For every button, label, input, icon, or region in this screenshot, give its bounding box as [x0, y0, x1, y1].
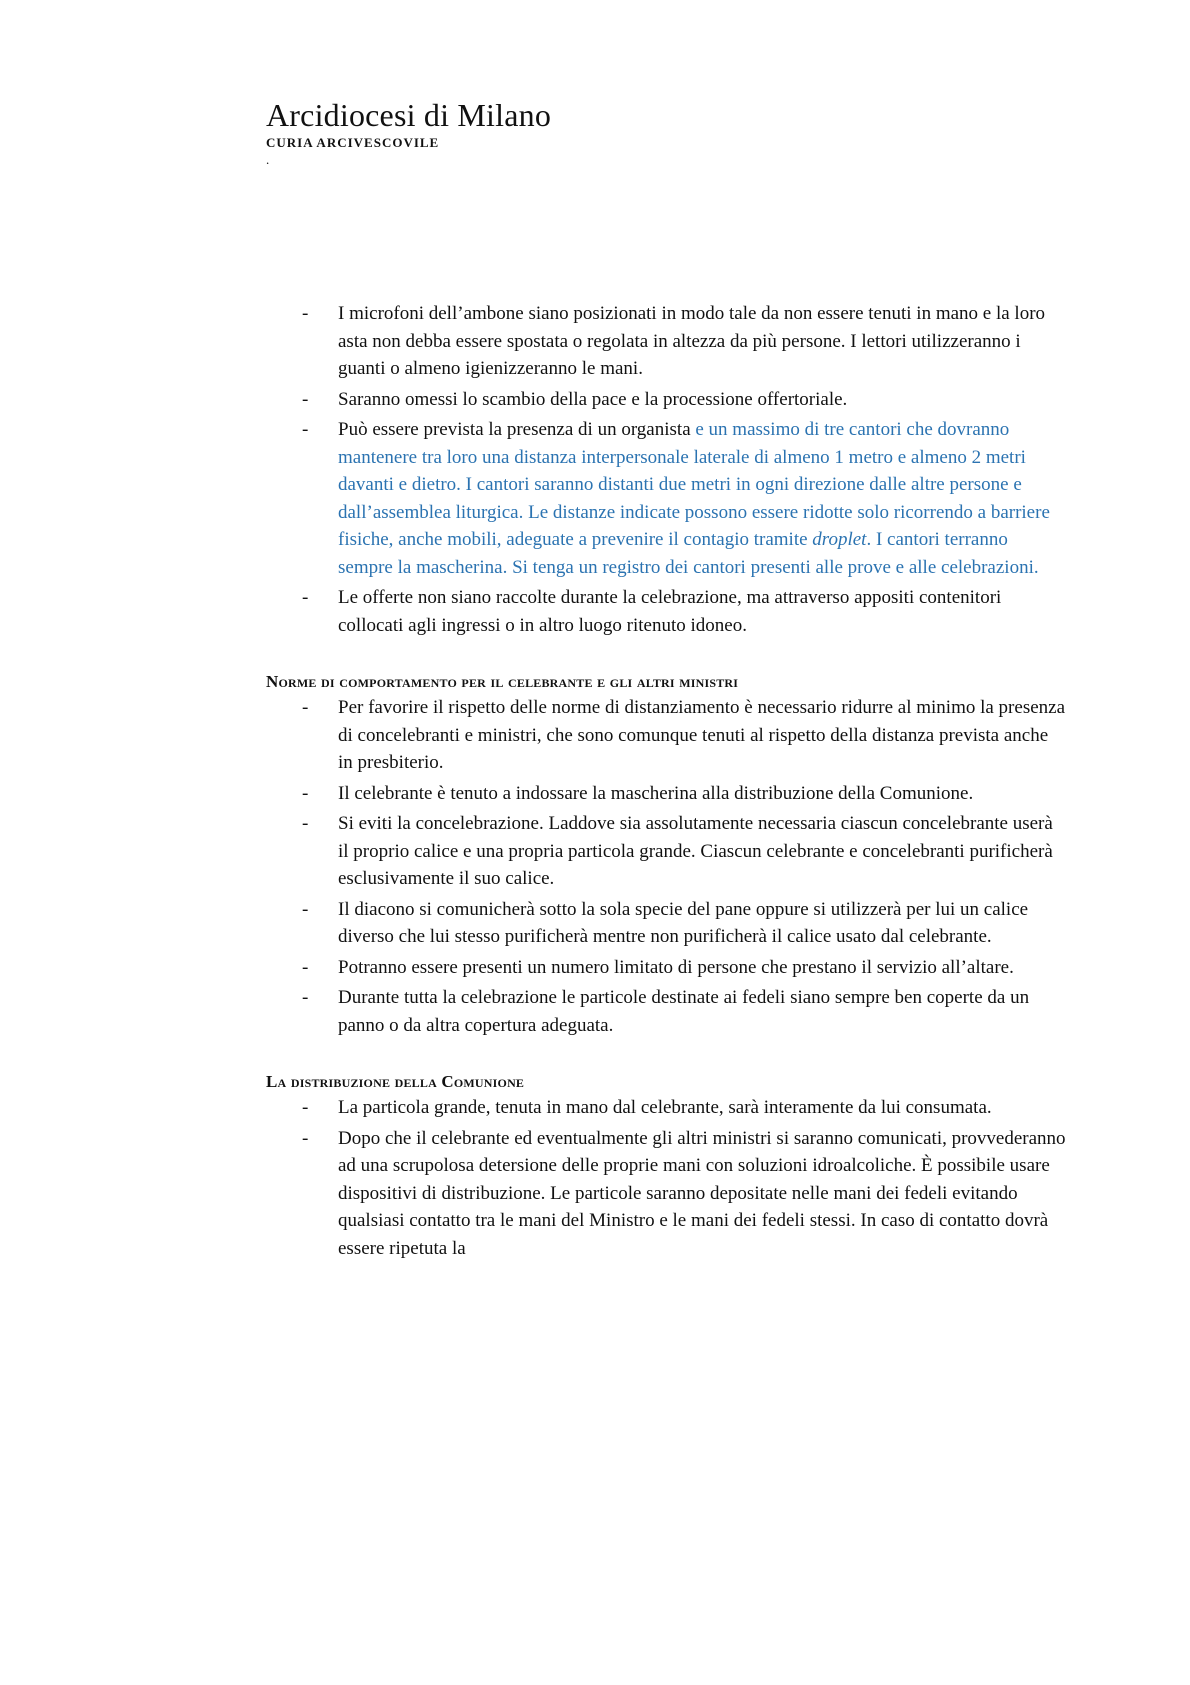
list-item: [266, 780, 1066, 808]
list-item-text: Durante tutta la celebrazione le particole destinate ai fedeli siano sempre ben coperte da un panno o da altra copertura adeguata.: [338, 987, 1030, 1036]
list-item: [266, 584, 1066, 639]
section3-list: [266, 1094, 1066, 1262]
list-item-text: Dopo che il celebrante ed eventualmente gli altri ministri si saranno comunicati, provvederanno ad una scrupolosa detersione delle proprie mani con soluzioni idroalcoliche. È possibile usare dispositivi di distribuzione. Le particole saranno depositate nelle mani dei fedeli evitando qualsiasi contatto tra le mani del Ministro e le mani dei fedeli stessi. In caso di contatto dovrà essere ripetuta la: [338, 1127, 1066, 1259]
spacer: [266, 1042, 1066, 1070]
dash-bullet: -: [302, 813, 309, 834]
highlighted-text: e un massimo di tre cantori che dovranno mantenere tra loro una distanza interpersonale laterale di almeno 1 metro e almeno 2 metri davanti e dietro. I cantori saranno distanti due metri in ogni direzione dalle altre persone e dall’assemblea liturgica. Le distanze indicate possono essere ridotte solo ricorrendo a barriere fisiche, anche mobili, adeguate a prevenire il contagio tramite: [338, 419, 1050, 550]
list-item-text: Può essere prevista la presenza di un organista: [338, 419, 696, 440]
list-item-text: Le offerte non siano raccolte durante la celebrazione, ma attraverso appositi contenitori collocati agli ingressi o in altro luogo ritenuto idoneo.: [338, 587, 1002, 636]
section-heading-ministri: Norme di comportamento per il celebrante e gli altri ministri: [266, 672, 739, 691]
list-item-text: I microfoni dell’ambone siano posizionati in modo tale da non essere tenuti in mano e la loro asta non debba essere spostata o regolata in altezza da più persone. I lettori utilizzeranno i guanti o almeno igienizzeranno le mani.: [338, 303, 1046, 379]
dash-bullet: -: [302, 697, 309, 718]
list-item: [266, 1094, 1066, 1122]
list-item-text: Saranno omessi lo scambio della pace e la processione offertoriale.: [338, 388, 848, 410]
list-item: [266, 984, 1066, 1039]
document-body: [266, 300, 1066, 1265]
list-item: [266, 954, 1066, 982]
dash-bullet: -: [302, 587, 309, 608]
list-item: [266, 386, 1066, 414]
letterhead-title: Arcidiocesi di Milano: [266, 97, 552, 133]
list-item: [266, 896, 1066, 951]
letterhead: [266, 96, 551, 168]
section1-list: [266, 300, 1066, 639]
highlighted-italic-text: droplet: [812, 529, 867, 550]
list-item-text: La particola grande, tenuta in mano dal celebrante, sarà interamente da lui consumata.: [338, 1097, 992, 1118]
list-item: [266, 810, 1066, 893]
list-item-text: Per favorire il rispetto delle norme di distanziamento è necessario ridurre al minimo la presenza di concelebranti e ministri, che sono comunque tenuti al rispetto della distanza prevista anche in presbiterio.: [338, 697, 1066, 773]
spacer: [266, 642, 1066, 670]
list-item: [266, 1125, 1066, 1263]
letterhead-subtitle: CURIA ARCIVESCOVILE: [266, 135, 440, 150]
dash-bullet: -: [302, 1127, 309, 1149]
list-item: [266, 416, 1066, 581]
list-item: [266, 300, 1066, 383]
dash-bullet: -: [302, 303, 309, 324]
dash-bullet: -: [302, 388, 309, 410]
dash-bullet: -: [302, 782, 309, 804]
highlighted-text: . I cantori terranno sempre la mascherina. Si tenga un registro dei cantori presenti alle prove e alle celebrazioni.: [338, 529, 1039, 578]
list-item-text: Si eviti la concelebrazione. Laddove sia assolutamente necessaria ciascun concelebrante userà il proprio calice e una propria particola grande. Ciascun celebrante e concelebranti purificherà esclusivamente il suo calice.: [338, 813, 1053, 889]
list-item-text: Il diacono si comunicherà sotto la sola specie del pane oppure si utilizzerà per lui un calice diverso che lui stesso purificherà mentre non purificherà il calice usato dal celebrante.: [338, 898, 1029, 947]
letterhead-dot: .: [266, 152, 270, 167]
dash-bullet: -: [302, 898, 309, 920]
dash-bullet: -: [302, 419, 309, 440]
list-item-text: Il celebrante è tenuto a indossare la mascherina alla distribuzione della Comunione.: [338, 782, 974, 804]
dash-bullet: -: [302, 1097, 309, 1118]
dash-bullet: -: [302, 956, 309, 978]
dash-bullet: -: [302, 987, 309, 1008]
list-item-text: Potranno essere presenti un numero limitato di persone che prestano il servizio all’altare.: [338, 956, 1014, 978]
list-item: [266, 694, 1066, 777]
section-heading-comunione: La distribuzione della Comunione: [266, 1072, 525, 1091]
section2-list: [266, 694, 1066, 1039]
